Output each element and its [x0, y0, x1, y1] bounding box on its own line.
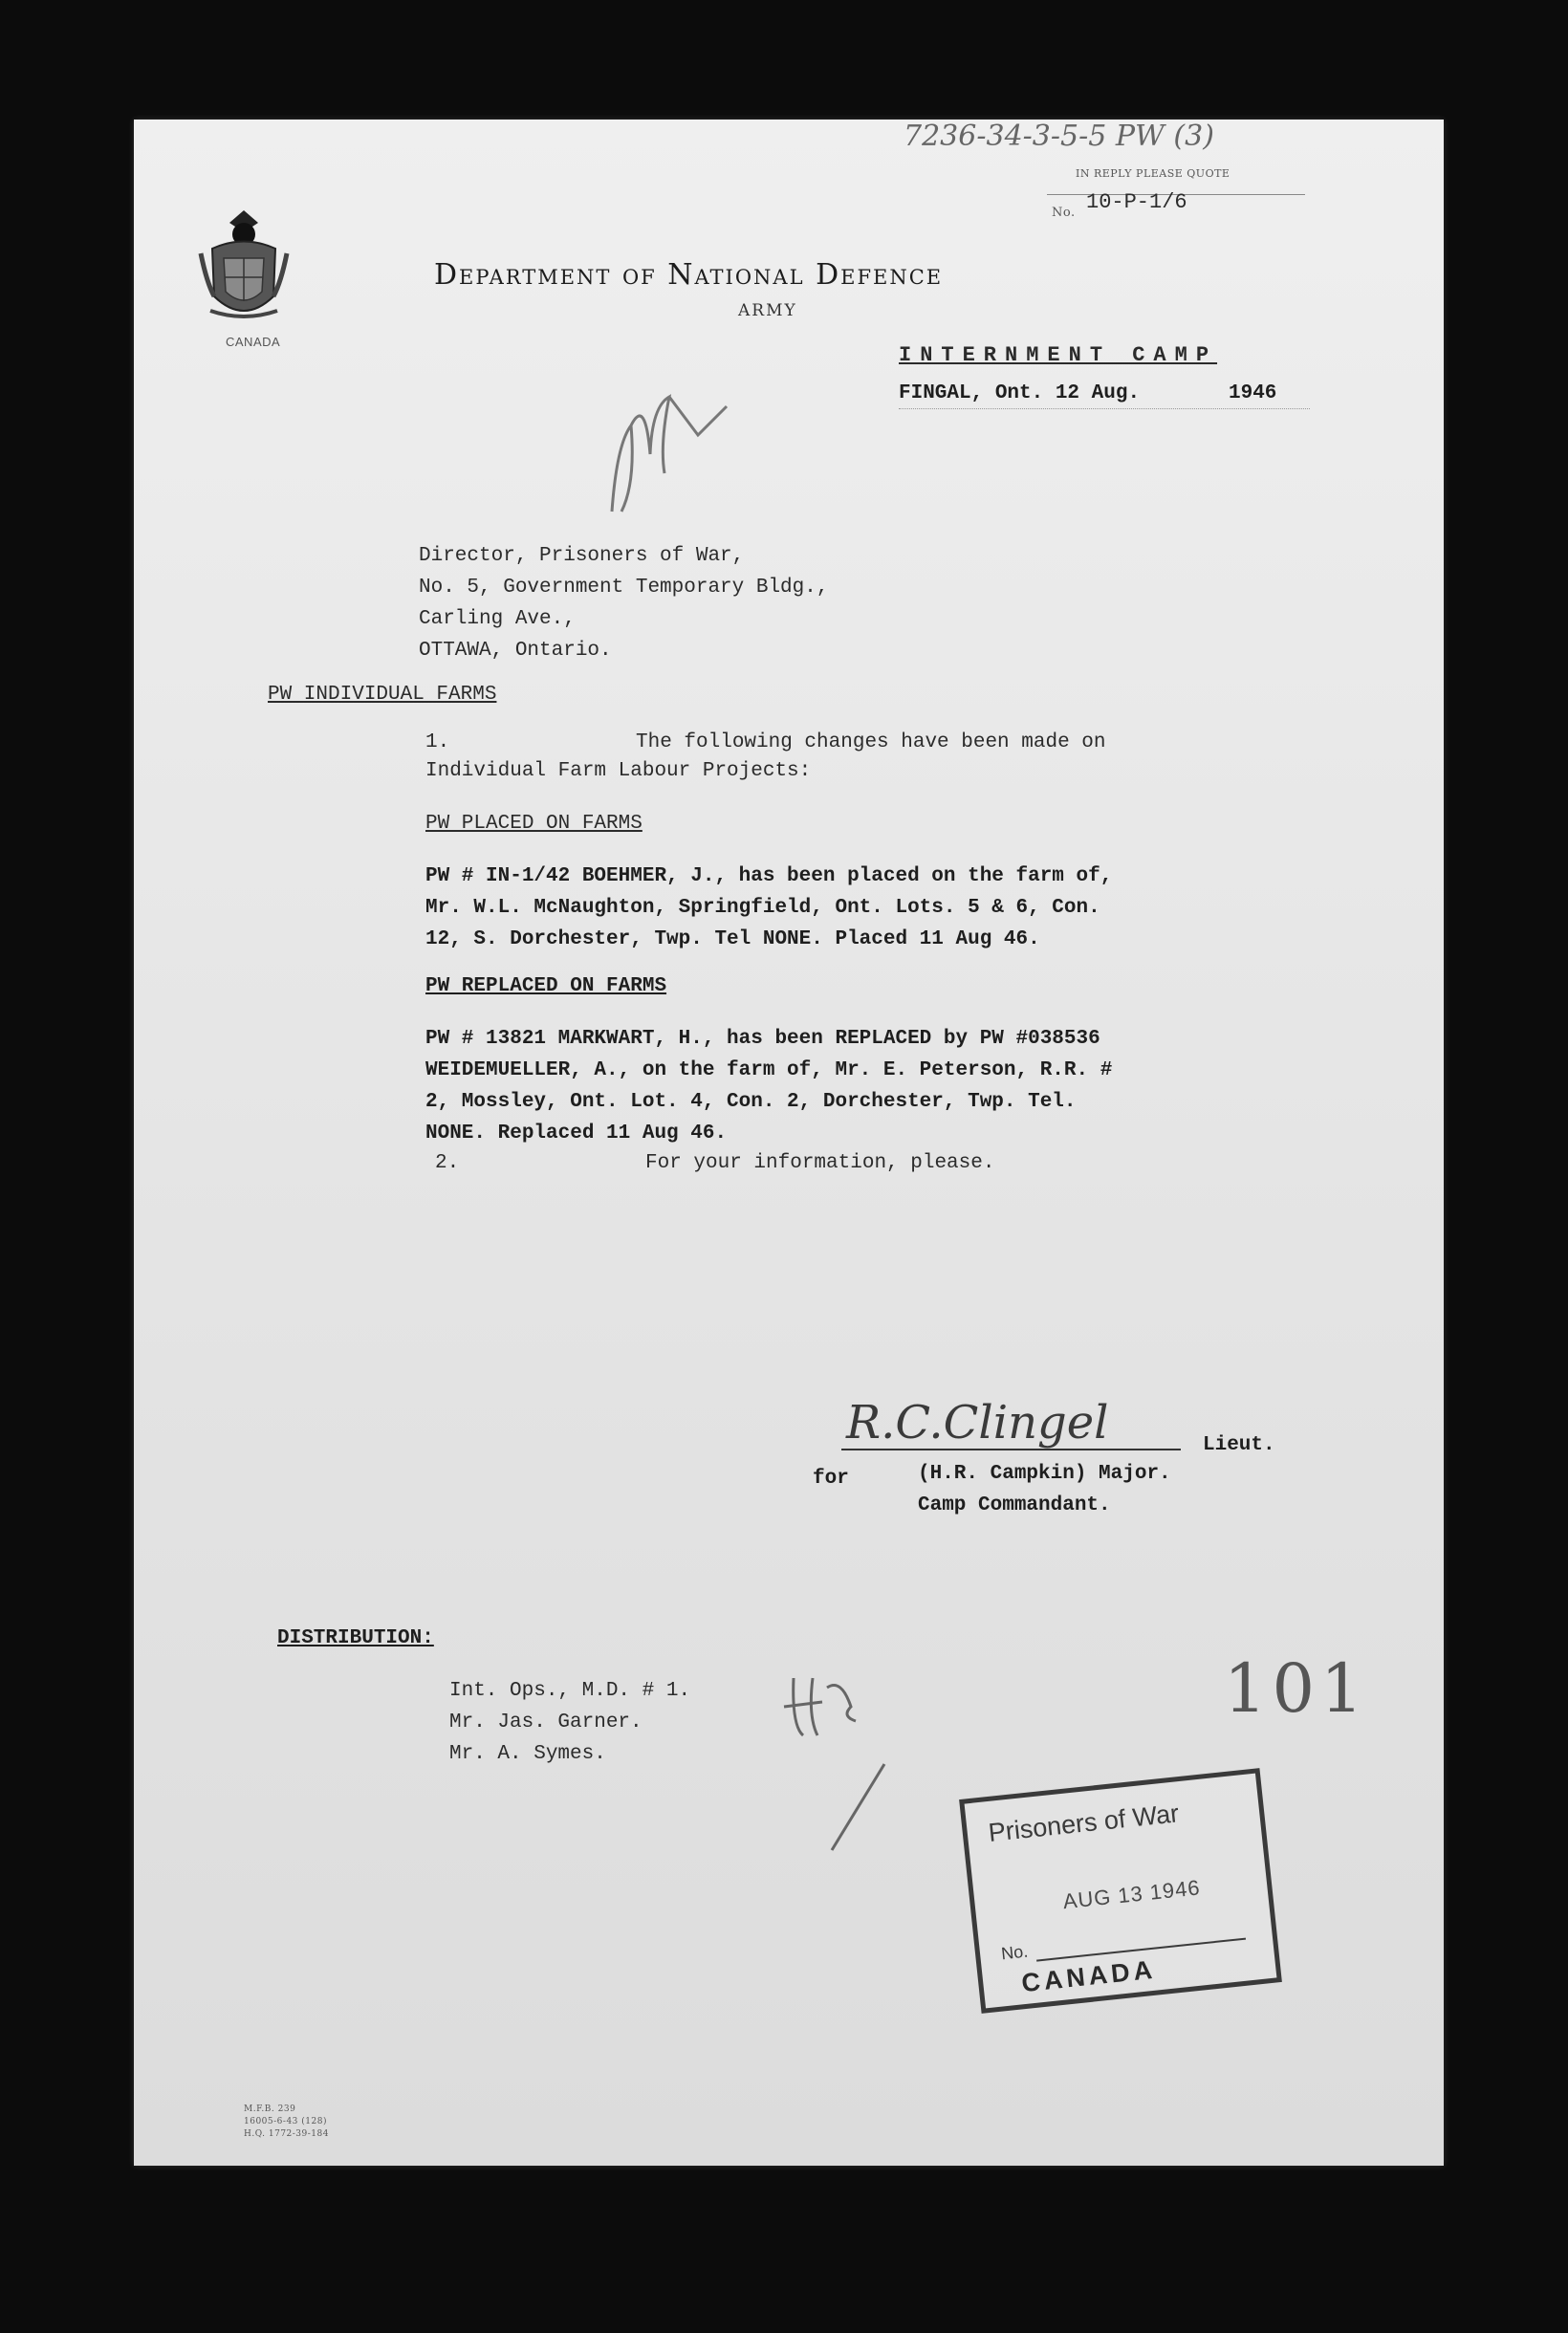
stamp-date: AUG 13 1946: [1061, 1875, 1202, 1914]
para2-number: 2.: [435, 1152, 460, 1174]
department-heading: Department of National Defence: [434, 258, 944, 292]
signature: R.C.Clingel: [846, 1396, 1109, 1450]
crest-label: CANADA: [226, 335, 281, 349]
signature-rank: Lieut.: [1203, 1434, 1275, 1456]
distribution-item: Mr. A. Symes.: [449, 1743, 606, 1765]
stamp-title: Prisoners of War: [987, 1799, 1181, 1848]
distribution-list: [449, 1675, 690, 1770]
section2-line: PW # 13821 MARKWART, H., has been REPLACED by PW #038536: [425, 1028, 1100, 1050]
form-code: H.Q. 1772-39-184: [244, 2129, 329, 2139]
signature-line: [841, 1449, 1181, 1450]
address-line: Director, Prisoners of War,: [419, 545, 745, 567]
form-code: 16005-6-43 (128): [244, 2117, 327, 2126]
reply-note: IN REPLY PLEASE QUOTE: [1076, 167, 1230, 180]
distribution-heading: DISTRIBUTION:: [277, 1627, 434, 1649]
subject-heading: PW INDIVIDUAL FARMS: [268, 684, 497, 706]
section1-heading: PW PLACED ON FARMS: [425, 813, 642, 835]
camp-title: INTERNMENT CAMP: [899, 343, 1218, 367]
branch-label: ARMY: [738, 301, 797, 320]
address-line: Carling Ave.,: [419, 608, 576, 630]
distribution-item: Mr. Jas. Garner.: [449, 1712, 642, 1733]
handwritten-distribution-mark: [774, 1649, 908, 1864]
received-stamp: [959, 1768, 1282, 2014]
handwritten-margin-number: 101: [1224, 1649, 1369, 1728]
place-date: FINGAL, Ont. 12 Aug.: [899, 382, 1141, 404]
address-line: OTTAWA, Ontario.: [419, 640, 612, 662]
section2-heading: PW REPLACED ON FARMS: [425, 975, 667, 997]
section2-body: [425, 1023, 1112, 1149]
distribution-item: Int. Ops., M.D. # 1.: [449, 1680, 691, 1702]
date-line: [899, 408, 1310, 409]
para1-line1: The following changes have been made on: [636, 731, 1106, 753]
file-no-prefix: No.: [1052, 206, 1076, 220]
canada-crest-icon: [191, 206, 296, 330]
para1-line2: Individual Farm Labour Projects:: [425, 760, 812, 782]
year: 1946: [1229, 382, 1277, 404]
handwritten-initials: [593, 368, 794, 534]
stamp-no-label: No.: [1000, 1941, 1030, 1964]
section1-line: Mr. W.L. McNaughton, Springfield, Ont. Lots. 5 & 6, Con.: [425, 897, 1100, 919]
section2-line: 2, Mossley, Ont. Lot. 4, Con. 2, Dorchester, Twp. Tel.: [425, 1091, 1077, 1113]
stamp-country: CANADA: [1019, 1954, 1158, 1998]
signatory-title: Camp Commandant.: [918, 1494, 1111, 1516]
handwritten-file-ref: 7236-34-3-5-5 PW (3): [904, 120, 1214, 153]
section1-line: 12, S. Dorchester, Twp. Tel NONE. Placed 11 Aug 46.: [425, 928, 1040, 950]
signatory-name: (H.R. Campkin) Major.: [918, 1463, 1171, 1485]
section2-line: WEIDEMUELLER, A., on the farm of, Mr. E. Peterson, R.R. #: [425, 1059, 1113, 1081]
address-line: No. 5, Government Temporary Bldg.,: [419, 577, 829, 599]
file-no: 10-P-1/6: [1086, 190, 1187, 214]
section2-line: NONE. Replaced 11 Aug 46.: [425, 1123, 728, 1145]
form-code: M.F.B. 239: [244, 2104, 296, 2114]
para1-number: 1.: [425, 731, 450, 753]
recipient-address: [419, 540, 828, 666]
document-page: [134, 120, 1444, 2166]
signature-for: for: [813, 1468, 849, 1490]
section1-line: PW # IN-1/42 BOEHMER, J., has been placed on the farm of,: [425, 865, 1113, 887]
form-codes: [244, 2104, 329, 2141]
section1-body: [425, 861, 1112, 955]
para2-text: For your information, please.: [645, 1152, 995, 1174]
